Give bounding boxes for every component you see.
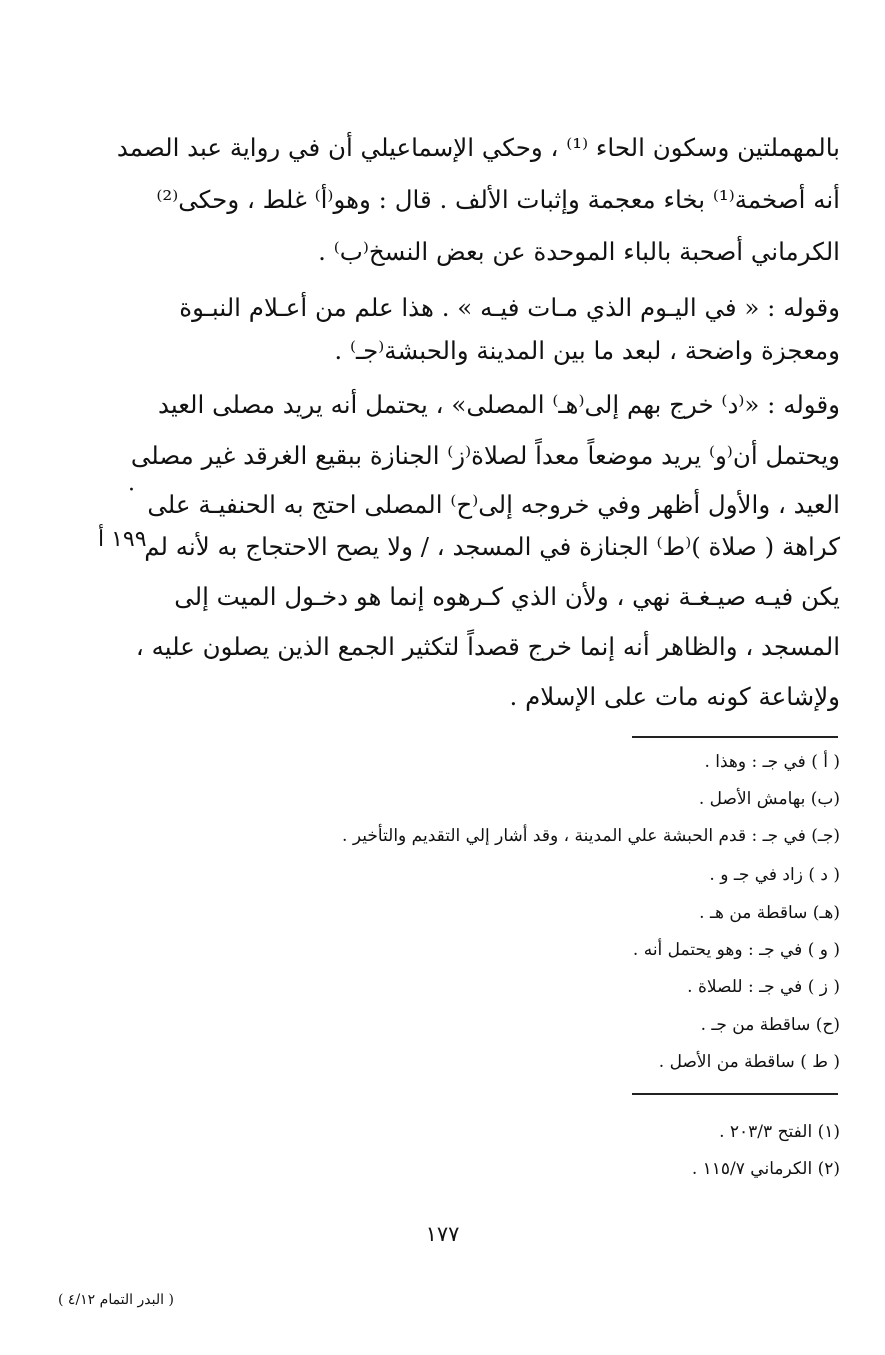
main-text-line: أنه أصخمة⁽¹⁾ بخاء معجمة وإثبات الألف . قال : وهو⁽أ⁾ غلط ، وحكى⁽²⁾ — [156, 185, 840, 214]
main-text-line: ومعجزة واضحة ، لبعد ما بين المدينة والحبشة⁽جـ⁾ . — [334, 336, 840, 365]
margin-dot: · — [128, 478, 135, 503]
source-note: (٢) الكرماني ١١٥/٧ . — [691, 1159, 840, 1179]
footer-signature: ( البدر التمام ٤/١٢ ) — [58, 1292, 174, 1308]
manuscript-folio-reference: ١٩٩ أ — [98, 527, 147, 552]
variant-note: (ب) بهامش الأصل . — [698, 789, 840, 809]
variant-note: ( أ ) في جـ : وهذا . — [704, 752, 840, 772]
variant-note: (جـ) في جـ : قدم الحبشة علي المدينة ، وقد أشار إلي التقديم والتأخير . — [342, 826, 840, 846]
variant-note: ( و ) في جـ : وهو يحتمل أنه . — [632, 940, 840, 960]
main-text-line: ولإشاعة كونه مات على الإسلام . — [509, 682, 840, 711]
main-text-line: وقوله : « في اليـوم الذي مـات فيـه » . هذا علم من أعـلام النبـوة — [179, 293, 840, 322]
main-text-line: ويحتمل أن⁽و⁾ يريد موضعاً معداً لصلاة⁽ز⁾ الجنازة ببقيع الغرقد غير مصلى — [130, 441, 840, 470]
variant-note: ( د ) زاد في جـ و . — [709, 865, 840, 885]
main-text-line: كراهة ( صلاة )⁽ط⁾ الجنازة في المسجد ، / ولا يصح الاحتجاج به لأنه لم — [144, 532, 840, 561]
variant-note: ( ز ) في جـ : للصلاة . — [687, 977, 840, 997]
main-text-line: العيد ، والأول أظهر وفي خروجه إلى⁽ح⁾ المصلى احتج به الحنفيـة على — [147, 490, 840, 519]
source-note: (١) الفتح ٢٠٣/٣ . — [719, 1122, 840, 1142]
variant-note: (هـ) ساقطة من هـ . — [699, 903, 840, 923]
variant-note: ( ط ) ساقطة من الأصل . — [658, 1052, 840, 1072]
main-text-line: المسجد ، والظاهر أنه إنما خرج قصداً لتكثير الجمع الذين يصلون عليه ، — [135, 632, 840, 661]
main-text-line: الكرماني أصحبة بالباء الموحدة عن بعض النسخ⁽ب⁾ . — [318, 237, 840, 266]
variant-note: (ح) ساقطة من جـ . — [700, 1015, 840, 1035]
main-text-line: بالمهملتين وسكون الحاء ⁽¹⁾ ، وحكي الإسماعيلي أن في رواية عبد الصمد — [116, 133, 840, 162]
main-text-line: وقوله : «⁽د⁾ خرج بهم إلى⁽هـ⁾ المصلى» ، يحتمل أنه يريد مصلى العيد — [157, 390, 840, 419]
main-text-line: يكن فيـه صيـغـة نهي ، ولأن الذي كـرهوه إنما هو دخـول الميت إلى — [174, 582, 840, 611]
page-number: ١٧٧ — [425, 1222, 460, 1246]
